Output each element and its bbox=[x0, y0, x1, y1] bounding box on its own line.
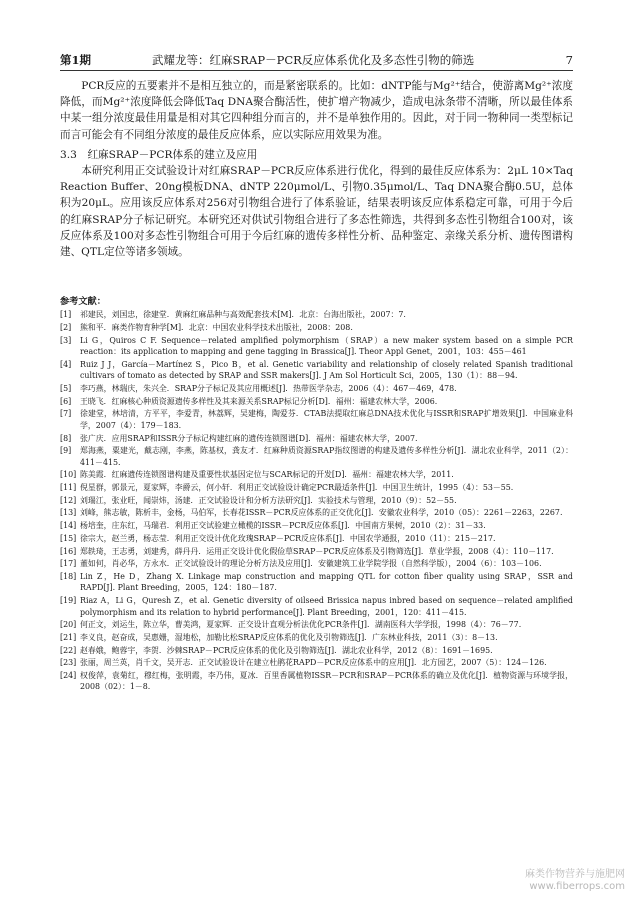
reference-number: [2] bbox=[60, 323, 72, 333]
reference-text: 刘峰，熊志敏，陈析丰，金杨，马伯军，长春花ISSR－PCR反应体系的正交优化[J]．安徽农业科学，2010（05）：2261－2263，2267. bbox=[80, 508, 563, 518]
running-title: 武耀龙等：红麻SRAP－PCR反应体系优化及多态性引物的筛选 bbox=[152, 53, 475, 67]
reference-item bbox=[60, 469, 573, 480]
reference-item bbox=[60, 309, 573, 320]
references-title: 参考文献： bbox=[60, 296, 106, 307]
reference-item bbox=[60, 632, 573, 643]
reference-item bbox=[60, 482, 573, 493]
reference-number: [21] bbox=[60, 632, 77, 642]
reference-text: 赵春娥，鲍蓉宇，李贺．沙棘SRAP－PCR反应体系的优化及引物筛选[J]．湖北农业科学，2012（8）：1691－1695. bbox=[80, 645, 493, 655]
reference-item bbox=[60, 619, 573, 630]
reference-number: [5] bbox=[60, 384, 72, 394]
reference-number: [23] bbox=[60, 658, 77, 668]
reference-text: 李义良，赵奋成，吴惠姗，湿地松，加勒比松SRAP反应体系的优化及引物筛选[J]．广东林业科技，2011（3）：8－13. bbox=[80, 632, 498, 642]
reference-text: 刘瑞江，张业旺，闻崇炜，汤建．正交试验设计和分析方法研究[J]．实验技术与管理，2010（9）：52－55. bbox=[80, 495, 457, 505]
reference-item bbox=[60, 335, 573, 358]
reference-item bbox=[60, 445, 573, 468]
reference-text: Ruiz J J，García－Martínez S，Pico B，et al. Genetic variability and relationship of closely related Spanish traditional cultivars of tomato as detected by SRAP and SSR makers[J]. J Am Sol Horticult Sci，2005，130（1）：88－94. bbox=[80, 359, 573, 381]
paragraph: PCR反应的五要素并不是相互独立的，而是紧密联系的。比如：dNTP能与Mg²⁺结合，使游离Mg²⁺浓度降低，而Mg²⁺浓度降低会降低Taq DNA聚合酶活性，使扩增产物减少，造成电泳条带不清晰，所以最佳体系中某一组分浓度最佳用量是相对其它四种组分而言的，并不是单独作用的。因此，对于同一物种同一类型标记而言可能会有不同组分浓度的最佳反应体系，应以实际应用效果为准。 bbox=[60, 80, 573, 141]
paragraph: 本研究利用正交试验设计对红麻SRAP－PCR反应体系进行优化，得到的最佳反应体系为：2μL 10×Taq Reaction Buffer、20ng模板DNA、dNTP 220μmol/L、引物0.35μmol/L、Taq DNA聚合酶0.5U，总体积为20μL。应用该反应体系对256对引物组合进行了体系验证，结果表明该反应体系稳定可靠，可用于今后的红麻SRAP分子标记研究。本研究还对供试引物组合进行了多态性筛选，共得到多态性引物组合100对，该反应体系及100对多态性引物组合可用于今后红麻的遗传多样性分析、品种鉴定、亲缘关系分析、遗传图谱构建、QTL定位等诸多领域。 bbox=[60, 165, 573, 259]
references-list bbox=[60, 309, 573, 692]
reference-number: [22] bbox=[60, 645, 77, 655]
reference-text: 董如何，肖必华，方永水．正交试验设计的理论分析方法及应用[J]．安徽建筑工业学院学报（自然科学版），2004（6）：103－106. bbox=[80, 559, 542, 569]
reference-number: [15] bbox=[60, 533, 77, 543]
reference-item bbox=[60, 433, 573, 444]
reference-text: 郑海燕，粟建光，戴志刚，李燕，陈基权，龚友才．红麻种质资源SRAP指纹图谱的构建及遗传多样性分析[J]．湖北农业科学，2011（2）：411－415. bbox=[80, 446, 573, 467]
reference-number: [13] bbox=[60, 508, 77, 518]
reference-number: [20] bbox=[60, 620, 77, 630]
reference-item bbox=[60, 645, 573, 656]
reference-item bbox=[60, 359, 573, 382]
reference-text: 徐建堂，林培清，方平平，李爱青，林荔辉，吴建梅，陶爱芬．CTAB法提取红麻总DNA技术优化与ISSR和SRAP扩增效果[J]．中国麻业科学，2007（4）：179－183. bbox=[80, 409, 573, 430]
reference-item bbox=[60, 383, 573, 394]
reference-text: 陈美霞．红麻遗传连锁图谱构建及重要性状基因定位与SCAR标记的开发[D]．福州：福建农林大学，2011. bbox=[80, 470, 454, 480]
reference-item bbox=[60, 408, 573, 431]
reference-text: Riaz A，Li G，Quresh Z，et al. Genetic diversity of oilseed Brissica napus inbred based on sequence－related amplified polymorphism and its relation to hybrid performance[J]. Plant Breeding，2001，120：411－415. bbox=[80, 596, 573, 617]
watermark-url: www.fiberrops.com bbox=[529, 881, 625, 892]
reference-number: [9] bbox=[60, 446, 72, 456]
reference-number: [7] bbox=[60, 409, 72, 419]
reference-number: [6] bbox=[60, 396, 72, 406]
reference-number: [4] bbox=[60, 359, 72, 369]
reference-number: [3] bbox=[60, 335, 72, 345]
body-text bbox=[60, 78, 573, 260]
watermark bbox=[525, 869, 625, 893]
reference-text: 王晓飞．红麻核心种质资源遗传多样性及其来源关系SRAP标记分析[D]．福州：福建农林大学，2006. bbox=[80, 396, 438, 406]
reference-text: 杨培奎，庄东红，马瑞君．利用正交试验建立橄榄的ISSR－PCR反应体系[J]．中国南方果树，2010（2）：31－33. bbox=[80, 521, 486, 531]
reference-text: 徐宗大，赵兰勇，杨志莹．利用正交设计优化玫瑰SRAP－PCR反应体系[J]．中国农学通报，2010（11）：215－217. bbox=[80, 533, 496, 543]
reference-item bbox=[60, 533, 573, 544]
reference-text: 李巧燕，林瑞庆，朱兴全．SRAP分子标记及其应用概述[J]．热带医学杂志，2006（4）：467－469，478. bbox=[80, 384, 457, 394]
reference-number: [14] bbox=[60, 521, 77, 531]
reference-text: 张丽，周兰英，肖千文，吴开志．正交试验设计在建立杜鹃花RAPD－PCR反应体系中的应用[J]．北方园艺，2007（5）：124－126. bbox=[80, 658, 547, 668]
reference-number: [19] bbox=[60, 596, 77, 606]
reference-number: [18] bbox=[60, 571, 77, 581]
reference-number: [12] bbox=[60, 495, 77, 505]
reference-number: [11] bbox=[60, 483, 77, 493]
reference-item bbox=[60, 558, 573, 569]
references-section bbox=[60, 296, 573, 694]
reference-number: [1] bbox=[60, 310, 72, 320]
reference-text: 郑轶琦，王志勇，刘建秀，薛丹丹．运用正交设计优化假俭草SRAP－PCR反应体系及引物筛选[J]．草业学报，2008（4）：110－117. bbox=[80, 546, 554, 556]
reference-text: Li G，Quiros C F. Sequence－related amplified polymorphism（SRAP）a new maker system based on a simple PCR reaction：its application to mapping and gene tagging in Brassica[J]. Theor Appl Genet，2001，103：455－461 bbox=[80, 335, 573, 357]
reference-item bbox=[60, 595, 573, 618]
reference-number: [8] bbox=[60, 433, 72, 443]
reference-text: Lin Z，He D，Zhang X. Linkage map construction and mapping QTL for cotton fiber quality using SRAP，SSR and RAPD[J]. Plant Breeding，2005，124：180－187. bbox=[80, 571, 573, 593]
reference-number: [16] bbox=[60, 546, 77, 556]
reference-item bbox=[60, 322, 573, 333]
reference-item bbox=[60, 507, 573, 518]
issue-number: 第1期 bbox=[60, 53, 92, 67]
reference-item bbox=[60, 520, 573, 531]
reference-text: 祁建民，刘国忠，徐建堂．黄麻红麻品种与高效配套技术[M]．北京：台海出版社，2007：7. bbox=[80, 310, 406, 320]
reference-text: 倪星群，郭景元，夏家辉，李爵云，何小轩．利用正交试验设计确定PCR最适条件[J]．中国卫生统计，1995（4）：53－55. bbox=[80, 483, 514, 493]
reference-item bbox=[60, 670, 573, 693]
reference-item bbox=[60, 495, 573, 506]
reference-item bbox=[60, 571, 573, 594]
reference-number: [17] bbox=[60, 559, 77, 569]
reference-number: [24] bbox=[60, 671, 77, 681]
reference-text: 熊和平．麻类作物育种学[M]．北京：中国农业科学技术出版社，2008：208. bbox=[80, 323, 353, 333]
running-header bbox=[60, 50, 573, 71]
reference-number: [10] bbox=[60, 470, 77, 480]
reference-item bbox=[60, 657, 573, 668]
reference-item bbox=[60, 396, 573, 407]
reference-text: 张广庆．应用SRAP和ISSR分子标记构建红麻的遗传连锁图谱[D]．福州：福建农林大学，2007. bbox=[80, 433, 418, 443]
section-heading: 3.3 红麻SRAP－PCR体系的建立及应用 bbox=[60, 148, 258, 161]
page-number: 7 bbox=[565, 53, 573, 67]
reference-text: 权俊萍，袁菊红，穆红梅，张明霞，李乃伟，夏冰．百里香属植物ISSR－PCR和SRAP－PCR体系的确立及优化[J]．植物资源与环境学报，2008（02）：1－8. bbox=[80, 671, 573, 692]
watermark-line: 麻类作物营养与施肥网 bbox=[525, 869, 625, 880]
reference-text: 何正文，刘运生，陈立华，曹美鸿，夏家辉．正交设计直观分析法优化PCR条件[J]．湖南医科大学学报，1998（4）：76－77. bbox=[80, 620, 522, 630]
reference-item bbox=[60, 546, 573, 557]
